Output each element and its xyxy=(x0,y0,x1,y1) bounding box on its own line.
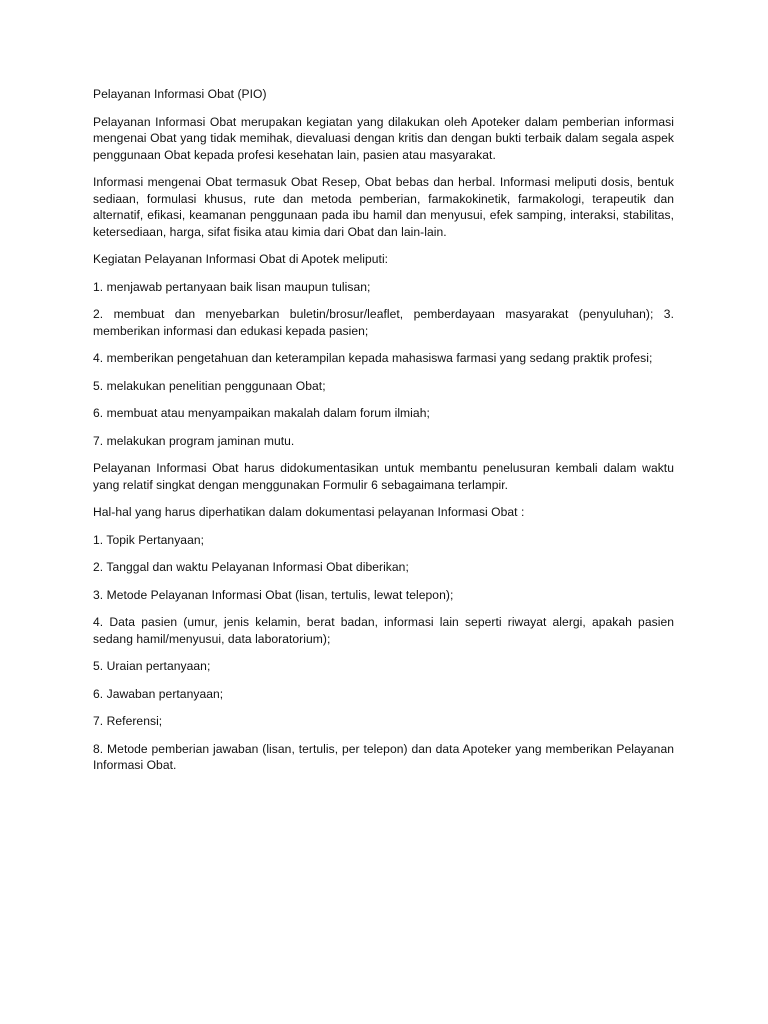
activity-item-1: 1. menjawab pertanyaan baik lisan maupun tulisan; xyxy=(93,279,371,294)
activity-item-2-3: 2. membuat dan menyebarkan buletin/brosur/leaflet, pemberdayaan masyarakat (penyuluhan); 3. memberikan informasi dan edukasi kepada pasien; xyxy=(93,307,674,338)
paragraph-activities-heading: Kegiatan Pelayanan Informasi Obat di Apotek meliputi: xyxy=(93,252,389,266)
doc-item-1: 1. Topik Pertanyaan; xyxy=(93,532,205,547)
paragraph-intro: Pelayanan Informasi Obat merupakan kegiatan yang dilakukan oleh Apoteker dalam pemberian informasi mengenai Obat yang tidak memihak, dievaluasi dengan kritis dan dengan bukti terbaik dalam segala aspek penggunaan Obat kepada profesi kesehatan lain, pasien atau masyarakat. xyxy=(93,114,674,162)
document-title: Pelayanan Informasi Obat (PIO) xyxy=(93,87,267,101)
paragraph-documentation-heading: Hal-hal yang harus diperhatikan dalam dokumentasi pelayanan Informasi Obat : xyxy=(93,505,525,519)
doc-item-6: 6. Jawaban pertanyaan; xyxy=(93,686,224,701)
activity-item-4: 4. memberikan pengetahuan dan keterampilan kepada mahasiswa farmasi yang sedang praktik profesi; xyxy=(93,351,653,365)
doc-item-8: 8. Metode pemberian jawaban (lisan, tertulis, per telepon) dan data Apoteker yang memberikan Pelayanan Informasi Obat. xyxy=(93,741,674,772)
activity-item-6: 6. membuat atau menyampaikan makalah dalam forum ilmiah; xyxy=(93,406,430,420)
doc-item-2: 2. Tanggal dan waktu Pelayanan Informasi Obat diberikan; xyxy=(93,560,409,574)
document-body xyxy=(93,86,674,785)
activity-item-7: 7. melakukan program jaminan mutu. xyxy=(93,433,295,448)
doc-item-4: 4. Data pasien (umur, jenis kelamin, berat badan, informasi lain seperti riwayat alergi, apakah pasien sedang hamil/menyusui, data laboratorium); xyxy=(93,615,674,646)
doc-item-3: 3. Metode Pelayanan Informasi Obat (lisan, tertulis, lewat telepon); xyxy=(93,587,454,602)
activity-item-5: 5. melakukan penelitian penggunaan Obat; xyxy=(93,378,326,393)
doc-item-7: 7. Referensi; xyxy=(93,714,163,728)
doc-item-5: 5. Uraian pertanyaan; xyxy=(93,659,211,673)
paragraph-info-scope: Informasi mengenai Obat termasuk Obat Resep, Obat bebas dan herbal. Informasi meliputi dosis, bentuk sediaan, formulasi khusus, rute dan metoda pemberian, farmakokinetik, farmakologi, terapeutik dan alternatif, efikasi, keamanan penggunaan pada ibu hamil dan menyusui, efek samping, interaksi, stabilitas, ketersediaan, harga, sifat fisika atau kimia dari Obat dan lain-lain. xyxy=(93,175,674,239)
paragraph-documentation: Pelayanan Informasi Obat harus didokumentasikan untuk membantu penelusuran kembali dalam waktu yang relatif singkat dengan menggunakan Formulir 6 sebagaimana terlampir. xyxy=(93,461,674,492)
